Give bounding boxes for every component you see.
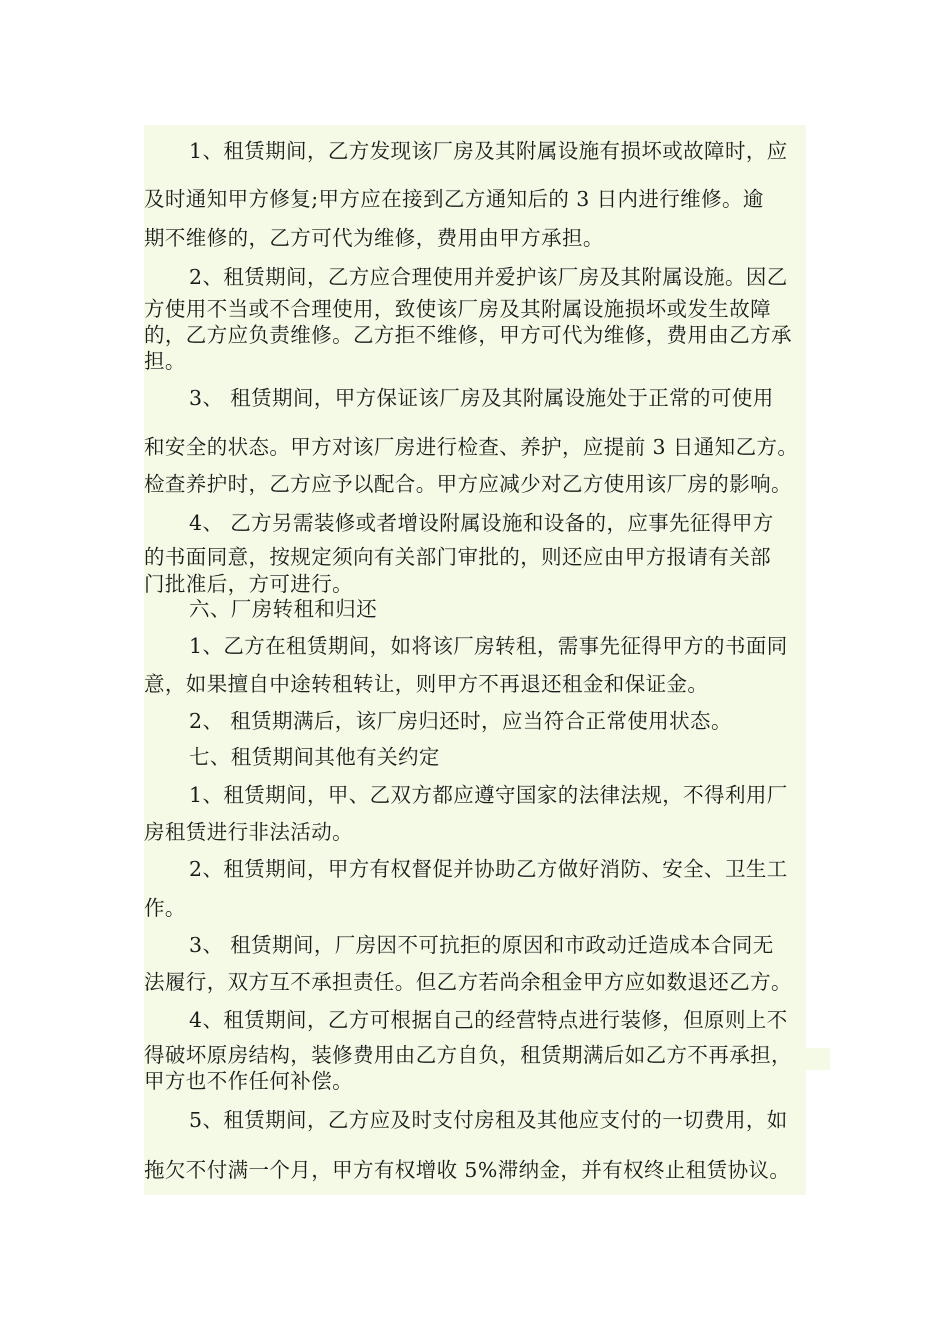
- text-line: 门批准后，方可进行。: [144, 572, 353, 596]
- text-line: 4、租赁期间，乙方可根据自己的经营特点进行装修，但原则上不: [189, 1008, 788, 1032]
- text-line: 3、 租赁期间，甲方保证该厂房及其附属设施处于正常的可使用: [189, 386, 774, 410]
- text-line: 房租赁进行非法活动。: [144, 820, 353, 844]
- document-body: [144, 125, 806, 1195]
- section-heading: 六、厂房转租和归还: [189, 597, 378, 621]
- text-line: 5、租赁期间，乙方应及时支付房租及其他应支付的一切费用，如: [189, 1108, 788, 1132]
- text-line: 意，如果擅自中途转租转让，则甲方不再退还租金和保证金。: [144, 672, 709, 696]
- highlight-extension: [806, 1048, 830, 1070]
- text-line: 2、租赁期间，甲方有权督促并协助乙方做好消防、安全、卫生工: [189, 857, 788, 881]
- text-line: 及时通知甲方修复;甲方应在接到乙方通知后的 3 日内进行维修。逾: [144, 187, 764, 211]
- text-line: 担。: [144, 349, 186, 373]
- text-line: 方使用不当或不合理使用，致使该厂房及其附属设施损坏或发生故障: [144, 297, 771, 321]
- section-heading: 七、租赁期间其他有关约定: [189, 745, 440, 769]
- text-line: 检查养护时，乙方应予以配合。甲方应减少对乙方使用该厂房的影响。: [144, 472, 792, 496]
- text-line: 的书面同意，按规定须向有关部门审批的，则还应由甲方报请有关部: [144, 545, 771, 569]
- text-line: 2、 租赁期满后，该厂房归还时，应当符合正常使用状态。: [189, 709, 732, 733]
- text-line: 作。: [144, 896, 186, 920]
- text-line: 的，乙方应负责维修。乙方拒不维修，甲方可代为维修，费用由乙方承: [144, 323, 792, 347]
- text-line: 1、乙方在租赁期间，如将该厂房转租，需事先征得甲方的书面同: [189, 634, 788, 658]
- text-line: 和安全的状态。甲方对该厂房进行检查、养护，应提前 3 日通知乙方。: [144, 435, 799, 459]
- text-line: 2、租赁期间，乙方应合理使用并爱护该厂房及其附属设施。因乙: [189, 265, 788, 289]
- text-line: 3、 租赁期间，厂房因不可抗拒的原因和市政动迁造成本合同无: [189, 933, 774, 957]
- text-line: 甲方也不作任何补偿。: [144, 1069, 353, 1093]
- text-line: 4、 乙方另需装修或者增设附属设施和设备的，应事先征得甲方: [189, 511, 774, 535]
- text-line: 期不维修的，乙方可代为维修，费用由甲方承担。: [144, 226, 604, 250]
- text-line: 得破坏原房结构，装修费用由乙方自负，租赁期满后如乙方不再承担，: [144, 1043, 792, 1067]
- text-line: 拖欠不付满一个月，甲方有权增收 5%滞纳金，并有权终止租赁协议。: [144, 1158, 791, 1182]
- text-line: 1、租赁期间，甲、乙双方都应遵守国家的法律法规，不得利用厂: [189, 783, 788, 807]
- text-line: 1、租赁期间，乙方发现该厂房及其附属设施有损坏或故障时，应: [189, 139, 788, 163]
- text-line: 法履行，双方互不承担责任。但乙方若尚余租金甲方应如数退还乙方。: [144, 970, 792, 994]
